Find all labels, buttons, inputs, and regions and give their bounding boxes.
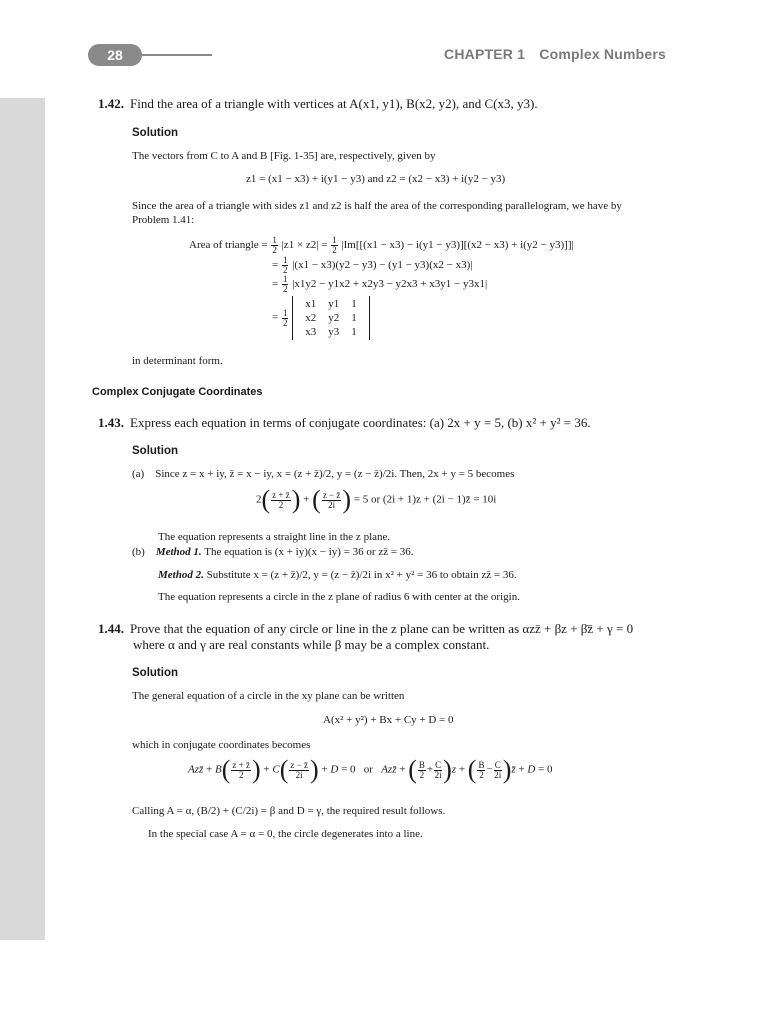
det-cell: 1 (351, 312, 357, 324)
determinant-equation: = $\frac{1}{2}$ x1 y1 1 x2 y2 1 x3 y3 1 (272, 296, 370, 340)
denominator: 2 (238, 769, 244, 780)
paren: ( (279, 755, 289, 784)
fraction (282, 309, 289, 328)
expr: |x1y2 − y1x2 + x2y3 − y2x3 + x3y1 − y3x1| (292, 278, 488, 291)
expr: |Im[[(x1 − x3) − i(y1 − y3)][(x2 − x3) + i(y2 − y3)]]| (341, 239, 574, 252)
denominator: 2 (282, 265, 288, 275)
body-text: The general equation of a circle in the xy plane can be written (132, 690, 405, 702)
chapter-title: Complex Numbers (539, 46, 666, 62)
denominator: 2i (434, 769, 442, 780)
denominator: 2i (328, 499, 336, 510)
problem-number: 1.42. (98, 96, 124, 111)
determinant (292, 296, 370, 340)
equation: A(x² + y²) + Bx + Cy + D = 0 (323, 714, 454, 726)
body-text (132, 199, 692, 227)
body-text: The vectors from C to A and B [Fig. 1-35] are, respectively, given by (132, 150, 436, 162)
chapter-number: CHAPTER 1 (444, 46, 526, 62)
solution-label: Solution (132, 667, 178, 679)
margin-strip (0, 98, 45, 940)
expr: |(x1 − x3)(y2 − y3) − (y1 − y3)(x2 − x3)| (292, 259, 473, 272)
part-label: (a) (132, 468, 145, 480)
det-cell: 1 (351, 298, 357, 310)
fraction (434, 761, 442, 780)
area-equation-2: = $\frac{1}{2}$ |(x1 − x3)(y2 − y3) − (y1 − y3)(x2 − x3)| (272, 255, 473, 275)
det-cell: y1 (328, 298, 340, 310)
fraction (282, 256, 289, 275)
method-2 (158, 568, 517, 582)
part-a (132, 467, 514, 481)
paren: ( (261, 485, 271, 514)
paren: ( (312, 485, 321, 514)
fraction (418, 761, 426, 780)
chapter-header (444, 46, 666, 62)
page-number: 28 (88, 44, 142, 66)
body-line: Since the area of a triangle with sides z1 and z2 is half the area of the corresponding parallelogram, we have by (132, 200, 622, 212)
body-text: which in conjugate coordinates becomes (132, 739, 311, 751)
conjugate-equation: Azz̄ + B( $\frac{z + z̄}{2}$ ) + C( $\frac{z - z̄}{2i}$ ) + D = 0 or Azz̄ + ( $\frac{B}{2}$ + $\frac{C}{2i}$ )z + ( $\frac{B}{2}$ − $\frac{C}{2i}$ )z̄ + D = 0 (188, 755, 553, 784)
denominator: 2 (272, 245, 277, 255)
header-rule (140, 54, 212, 56)
part-a-equation: 2( $\frac{z + z̄}{2}$ ) + ( $\frac{z - z̄}{2i}$ ) = 5 or (2i + 1)z + (2i − 1)z̄ = 10i (256, 485, 497, 514)
fraction (331, 236, 338, 255)
problem-text: Express each equation in terms of conjugate coordinates: (a) 2x + y = 5, (b) x² + y² = 36. (130, 415, 591, 430)
part-label: (b) (132, 546, 145, 558)
fraction (494, 761, 502, 780)
denominator: 2i (295, 769, 303, 780)
expr: |z1 × z2| = (281, 239, 331, 252)
numerator: z − z̄ (322, 489, 341, 500)
paren: ) (502, 755, 512, 784)
body-text: Since z = x + iy, z̄ = x − iy, x = (z + z̄)/2, y = (z − z̄)/2i. Then, 2x + y = 5 becomes (155, 468, 515, 480)
body-text: The equation represents a straight line in the z plane. (158, 531, 391, 543)
fraction (271, 236, 278, 255)
problem-1-43 (98, 415, 591, 431)
body-text: The equation represents a circle in the z plane of radius 6 with center at the origin. (158, 591, 520, 603)
det-cell: 1 (351, 326, 357, 338)
numerator: z − z̄ (290, 759, 308, 770)
det-cell: x2 (305, 312, 317, 324)
numerator: 1 (282, 307, 288, 318)
numerator: 1 (282, 255, 288, 265)
numerator: B (418, 759, 425, 770)
body-text: In the special case A = α = 0, the circle degenerates into a line. (148, 828, 423, 840)
paren: ) (309, 755, 319, 784)
paren: ) (291, 485, 301, 514)
denominator: 2 (282, 284, 288, 294)
paren: ( (408, 755, 417, 784)
det-cell: x1 (305, 298, 317, 310)
paren: ) (443, 755, 452, 784)
numerator: z + z̄ (272, 489, 290, 500)
fraction (231, 761, 251, 780)
numerator: 1 (272, 235, 277, 245)
area-equation-1: Area of triangle = $\frac{1}{2}$ |z1 × z2| = $\frac{1}{2}$ |Im[[(x1 − x3) − i(y1 − y3)][(x2 − x3) + i(y2 − y3)]]| (189, 235, 574, 255)
paren: ( (221, 755, 231, 784)
numerator: C (494, 759, 501, 770)
problem-number: 1.44. (98, 621, 124, 636)
numerator: 1 (282, 274, 288, 284)
paren: ) (251, 755, 261, 784)
problem-number: 1.43. (98, 415, 124, 430)
fraction (322, 491, 342, 510)
solution-label: Solution (132, 445, 178, 457)
problem-text: Prove that the equation of any circle or line in the z plane can be written as αzz̄ + βz + β̄z̄ + γ = 0 (130, 621, 634, 636)
denominator: 2 (332, 245, 337, 255)
denominator: 2 (479, 769, 484, 780)
numerator: z + z̄ (232, 759, 250, 770)
fraction (477, 761, 485, 780)
problem-text: Find the area of a triangle with vertices at A(x1, y1), B(x2, y2), and C(x3, y3). (130, 96, 538, 111)
denominator: 2 (419, 769, 425, 780)
area-label: Area of triangle (189, 239, 259, 252)
fraction (289, 761, 309, 780)
equation: z1 = (x1 − x3) + i(y1 − y3) and z2 = (x2 − x3) + i(y2 − y3) (246, 173, 506, 185)
expr: = 5 or (2i + 1)z + (2i − 1)z̄ = 10i (353, 493, 497, 506)
fraction (271, 491, 291, 510)
fraction (282, 275, 289, 294)
part-b (132, 545, 414, 559)
area-equation-3: = $\frac{1}{2}$ |x1y2 − y1x2 + x2y3 − y2x3 + x3y1 − y3x1| (272, 274, 488, 294)
coef: 2 (256, 493, 262, 506)
problem-1-44 (98, 621, 698, 653)
paren: ( (467, 755, 477, 784)
method-label: Method 1. (155, 546, 202, 558)
solution-label: Solution (132, 127, 178, 139)
body-text: Calling A = α, (B/2) + (C/2i) = β and D = γ, the required result follows. (132, 805, 446, 817)
body-text: The equation is (x + iy)(x − iy) = 36 or zz̄ = 36. (204, 546, 414, 558)
denominator: 2 (282, 317, 288, 328)
body-text: in determinant form. (132, 355, 223, 367)
denominator: 2i (494, 769, 502, 780)
numerator: C (435, 759, 442, 770)
det-cell: y3 (328, 326, 340, 338)
section-title: Complex Conjugate Coordinates (92, 386, 263, 398)
body-line: Problem 1.41: (132, 214, 195, 226)
problem-text: where α and γ are real constants while β may be a complex constant. (133, 637, 490, 652)
body-text: Substitute x = (z + z̄)/2, y = (z − z̄)/2i in x² + y² = 36 to obtain zz̄ = 36. (206, 569, 517, 581)
paren: ) (342, 485, 352, 514)
det-cell: y2 (328, 312, 340, 324)
det-cell: x3 (305, 326, 317, 338)
numerator: 1 (332, 235, 337, 245)
method-label: Method 2. (158, 569, 204, 581)
numerator: B (478, 759, 485, 770)
denominator: 2 (278, 499, 284, 510)
problem-1-42 (98, 96, 538, 112)
